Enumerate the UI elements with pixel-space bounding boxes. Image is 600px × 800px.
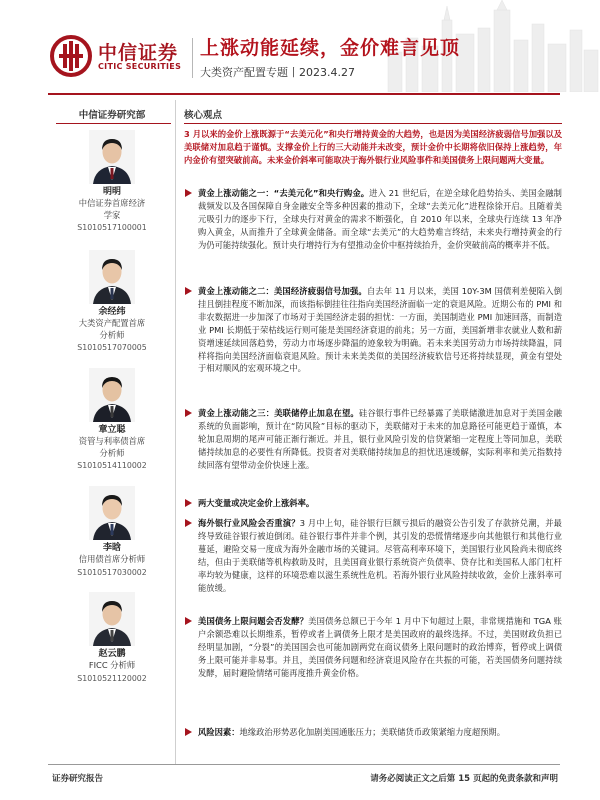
bullet-triangle-icon (185, 287, 192, 295)
analyst-name: 赵云鹏 (98, 649, 126, 659)
analyst-role: 资管与利率债首席 (78, 436, 146, 446)
bullet-triangle-icon (185, 519, 192, 527)
key-point-text: 3 月中上旬，硅谷银行巨额亏损后的融资公告引发了存款挤兑潮，并最终导致硅谷银行被迫倒闭。硅谷银行事件并非个例，其引发的恐慌情绪逐步向其他银行和其他行业蔓延，避险交易一度成为海外金融市场的关键词。尽管高利率环境下，美国银行业风险尚未彻底终结，但由于美联储等机构救助及时，且美国商业银行系统资产负债率、贷存比和美国私人部门杠杆率均较为健康，这样的环境恐难以滋生系统性危机。若海外银行业风险持续收敛，金价上涨斜率可能放缓。 (198, 518, 562, 593)
analyst-card (48, 592, 176, 685)
report-header (0, 0, 600, 100)
header-divider (48, 93, 560, 95)
key-point-text: 美国债务总额已于今年 1 月中下旬超过上限，非常规措施和 TGA 账户余额恐难以长期维系，暂停或者上调债务上限才是美国政府的最终选择。不过，美国财政负担已经明显加剧，“分裂”的美国国会也可能加剧两党在商议债务上限问题时的政治博弈，暂停或上调债务上限可能并非易事。并且，美国债务问题和经济衰退风险存在共振的可能，若美国债务问题持续发酵，届时避险情绪可能再度推升黄金价格。 (198, 616, 562, 678)
sidebar-divider (56, 123, 171, 124)
analyst-photo-icon (89, 486, 135, 540)
brand-name-en: CITIC SECURITIES (98, 62, 182, 71)
footer-disclaimer: 请务必阅读正文之后第 15 页起的免责条款和声明 (370, 774, 558, 784)
research-dept-title: 中信证券研究部 (78, 110, 146, 121)
key-point-lead: 风险因素： (198, 727, 240, 737)
analyst-role: 信用债首席分析师 (78, 554, 146, 564)
bullet-triangle-icon (185, 728, 192, 736)
footer-divider (48, 764, 560, 765)
analyst-license-id: S1010517030002 (77, 567, 147, 577)
analyst-photo-icon (89, 250, 135, 304)
analyst-name: 明明 (102, 187, 121, 197)
analyst-license-id: S1010517070005 (77, 343, 147, 352)
key-point (184, 726, 562, 739)
bullet-triangle-icon (185, 499, 192, 507)
analyst-role: 中信证券首席经济 (78, 198, 146, 208)
analyst-role: 学家 (103, 209, 121, 220)
summary-paragraph: 3 月以来的金价上涨既源于“去美元化”和央行增持黄金的大趋势，也是因为美国经济疲弱信号加强以及美联储对加息趋于谨慎。支撑金价上行的三大动能并未改变，预计金价中长期将依旧保持上涨趋势，年内金价有望突破前高。未来金价斜率可能取决于海外银行业风险事件和美国债务上限问题两大变量。 (184, 129, 562, 166)
core-views-title: 核心观点 (184, 110, 223, 121)
key-point (184, 407, 562, 472)
bullet-triangle-icon (185, 189, 192, 197)
analyst-photo-icon (89, 368, 135, 422)
key-point-lead: 黄金上涨动能之一：“去美元化”和央行购金。 (198, 188, 370, 198)
analyst-name: 李晗 (102, 543, 121, 553)
analyst-name: 余经纬 (98, 307, 126, 317)
key-point-lead: 两大变量或决定金价上涨斜率。 (198, 498, 315, 508)
analyst-role: 大类资产配置首席 (78, 318, 146, 328)
analyst-license-id: S1010514110002 (77, 461, 147, 470)
key-point (184, 615, 562, 680)
key-point-lead: 黄金上涨动能之三：美联储停止加息在望。 (198, 408, 359, 418)
key-point (184, 517, 562, 594)
analyst-license-id: S1010517100001 (77, 223, 147, 232)
footer-report-label: 证券研究报告 (52, 774, 104, 784)
key-point-text: 地缘政治形势恶化加剧美国通胀压力；美联储货币政策紧缩力度超预期。 (239, 727, 506, 737)
key-point (184, 285, 562, 375)
analyst-card (48, 250, 176, 354)
report-subtitle: 大类资产配置专题丨2023.4.27 (200, 66, 355, 79)
key-point-text: 自去年 11 月以来，美国 10Y-3M 国债利差便陷入倒挂且倒挂程度不断加深，而该指标倒挂往往指向美国经济面临一定的衰退风险。近期公布的 PMI 和非农数据进一步加深了市场对于美国经济走弱的担忧：一方面，美国制造业 PMI 加速回落，而制造业 PMI 长期低于荣枯线运行则可能是美国经济衰退的前兆；另一方面，美国新增非农就业人数和薪资增速延续回落趋势，劳动力市场逐步降温的迹象较为明确。若未来美国劳动力市场持续降温，同样将指向美国经济面临衰退风险。预计未来美类似的美国经济疲软信号还将持续显现，黄金有望处于相对顺风的宏观环境之中。 (198, 286, 562, 374)
key-point (184, 497, 562, 510)
citic-logo-icon (50, 35, 92, 77)
analyst-role: 分析师 (99, 447, 125, 458)
analyst-role: 分析师 (99, 329, 125, 340)
key-point (184, 187, 562, 252)
analyst-license-id: S1010521120002 (77, 673, 147, 683)
analyst-card (48, 486, 176, 579)
analyst-card (48, 368, 176, 472)
analyst-photo-icon (89, 130, 135, 184)
analyst-sidebar (48, 100, 176, 765)
analyst-name: 章立聪 (98, 425, 126, 435)
header-separator (192, 38, 193, 78)
key-point-text: 硅谷银行事件已经暴露了美联储激进加息对于美国金融系统的负面影响，预计在“防风险”目标的驱动下，美联储对于未来的加息路径可能更趋于谨慎，本轮加息周期的尾声可能正渐行渐近。并且，银行业风险引发的信贷紧缩一定程度上等同加息，美联储持续加息的必要性有所降低。投资者对美联储持续加息的担忧迅速缓解，实际利率和美元指数持续回落有望带动金价快速上涨。 (198, 408, 562, 470)
analyst-role: FICC 分析师 (88, 660, 136, 670)
bullet-triangle-icon (185, 409, 192, 417)
report-title: 上涨动能延续，金价难言见顶 (200, 37, 461, 59)
key-point-lead: 黄金上涨动能之二：美国经济疲弱信号加强。 (198, 286, 367, 296)
analyst-card (48, 130, 176, 234)
key-point-lead: 美国债务上限问题会否发酵？ (198, 616, 309, 626)
analyst-photo-icon (89, 592, 135, 646)
key-point-text: 进入 21 世纪后，在逆全球化趋势抬头、美国金融制裁频发以及各国保障自身金融安全等多种因素的推动下，全球“去美元化”进程徐徐开启。且随着美元吸引力的逐步下行，全球央行对黄金的需求不断强化，自 2010 年以来，全球央行连续 13 年净购入黄金，从而推升了全球黄金储备。而全球“去美元”的大趋势难言终结，未来央行增持黄金的行为仍可能持续强化。预计央行增持行为有望推动金价中枢持续抬升，金价突破前高的概率并不低。 (198, 188, 562, 250)
bullet-triangle-icon (185, 617, 192, 625)
brand-name-cn: 中信证券 (98, 42, 179, 64)
key-point-lead: 海外银行业风险会否重演？ (198, 518, 300, 528)
core-views-divider (184, 123, 562, 124)
